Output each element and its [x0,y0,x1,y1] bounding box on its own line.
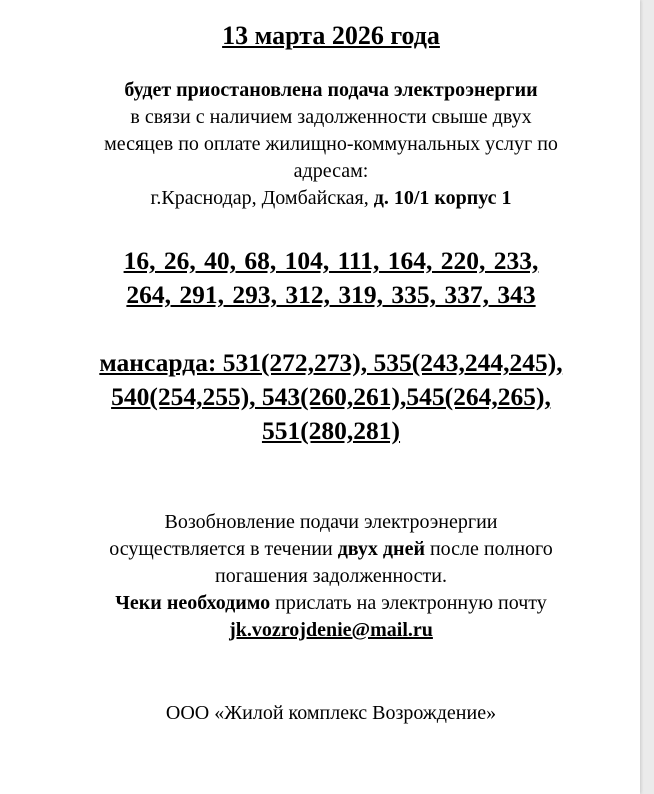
notice-reason-line-3: адресам: [293,160,369,182]
apartment-list-line-2: 264, 291, 293, 312, 319, 335, 337, 343 [126,280,536,309]
organization-name: ООО «Жилой комплекс Возрождение» [165,702,497,724]
disconnection-notice [0,77,654,212]
address-city-street: г.Краснодар, Домбайская, [150,187,374,209]
attic-list-line-3: 551(280,281) [261,416,401,445]
resumption-line-1: Возобновление подачи электроэнергии [164,511,498,533]
resumption-line-2 [0,536,654,563]
resumption-text-end: после полного [424,538,553,560]
receipts-instruction [0,590,654,617]
notice-reason-line-2: месяцев по оплате жилищно-коммунальных услуг по [104,133,558,155]
resumption-line-3: погашения задолженности. [215,565,447,587]
notice-reason-line-1: в связи с наличием задолженности свыше двух [130,106,532,128]
contact-email-link[interactable]: jk.vozrojdenie@mail.ru [229,619,433,641]
attic-list-line-1: мансарда: 531(272,273), 535(243,244,245), [99,348,563,377]
attic-apartment-list [0,346,654,448]
receipts-label: Чеки необходимо [115,592,271,614]
notice-address [0,185,654,212]
address-building: д. 10/1 корпус 1 [373,187,512,209]
resumption-info [0,509,654,644]
email-line [0,617,654,644]
notice-headline: будет приостановлена подача электроэнергии [124,79,538,101]
resumption-period: двух дней [337,538,425,560]
resumption-text: осуществляется в течении [109,538,338,560]
notice-date-title: 13 марта 2026 года [222,21,440,50]
apartment-list [0,244,654,312]
attic-list-line-2: 540(254,255), 543(260,261),545(264,265), [111,382,551,411]
apartment-list-line-1: 16, 26, 40, 68, 104, 111, 164, 220, 233, [123,246,539,275]
receipts-text: прислать на электронную почту [270,592,547,614]
